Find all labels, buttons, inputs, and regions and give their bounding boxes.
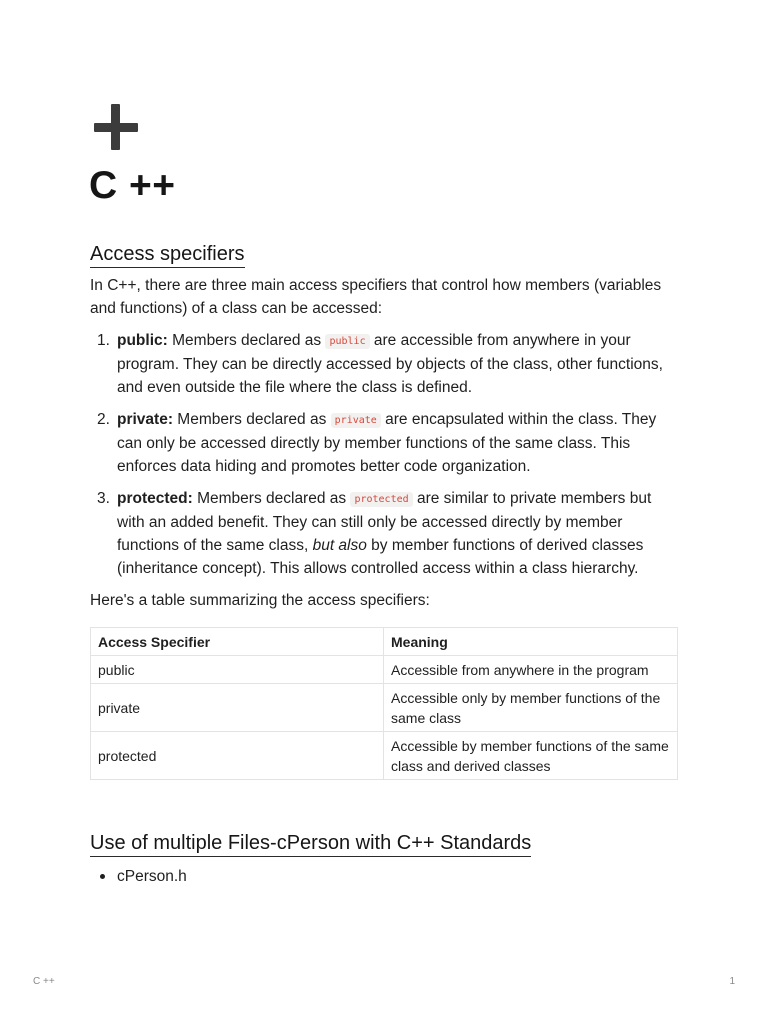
list-item [90, 329, 682, 399]
term-private: private: [117, 411, 173, 428]
file-list [90, 865, 187, 888]
item-text: by member functions of derived classes (inheritance concept). This allows controlled access within a class hierarchy. [117, 537, 644, 577]
table-header-cell: Access Specifier [91, 628, 384, 656]
code-public: public [325, 334, 369, 349]
list-number: 1. [97, 332, 110, 349]
plus-icon-vertical-bar [111, 104, 120, 150]
table-cell: protected [91, 732, 384, 780]
item-text: Members declared as [173, 411, 331, 428]
multiple-files-heading: Use of multiple Files-cPerson with C++ Standards [90, 831, 531, 857]
table-cell: Accessible by member functions of the same class and derived classes [384, 732, 678, 780]
intro-paragraph: In C++, there are three main access specifiers that control how members (variables and functions) of a class can be accessed: [90, 277, 662, 317]
table-header-row [91, 628, 678, 656]
item-text: Members declared as [192, 490, 351, 507]
footer-page-number: 1 [729, 976, 735, 987]
table-header-cell: Meaning [384, 628, 678, 656]
table-intro-paragraph: Here's a table summarizing the access specifiers: [90, 592, 430, 609]
footer-title: C ++ [33, 976, 55, 987]
item-text: are similar to private members but with an added benefit. They can still only be accessed directly by member functions of the same class, [117, 490, 652, 554]
list-number: 3. [97, 490, 110, 507]
list-item: cPerson.h [90, 865, 187, 888]
table-cell: Accessible from anywhere in the program [384, 656, 678, 684]
term-protected: protected: [117, 490, 193, 507]
item-text: are accessible from anywhere in your program. They can be directly accessed by objects of the class, other functions, and even outside the file where the class is defined. [117, 332, 663, 396]
table-cell: Accessible only by member functions of the same class [384, 684, 678, 732]
access-specifiers-heading: Access specifiers [90, 242, 245, 268]
table-row [91, 732, 678, 780]
list-number: 2. [97, 411, 110, 428]
access-specifier-table [90, 627, 678, 780]
plus-icon [94, 104, 138, 150]
term-public: public: [117, 332, 168, 349]
table-row [91, 656, 678, 684]
table-cell: public [91, 656, 384, 684]
table-cell: private [91, 684, 384, 732]
item-emphasis: but also [312, 537, 367, 554]
item-text: are encapsulated within the class. They can only be accessed directly by member functions of the same class. This enforces data hiding and promotes better code organization. [117, 411, 657, 475]
page-title: C ++ [89, 164, 176, 207]
code-private: private [331, 413, 381, 428]
access-specifier-list [90, 329, 682, 580]
list-item [90, 487, 682, 580]
item-text: Members declared as [167, 332, 326, 349]
list-item [90, 408, 682, 478]
table-row [91, 684, 678, 732]
code-protected: protected [350, 492, 412, 507]
